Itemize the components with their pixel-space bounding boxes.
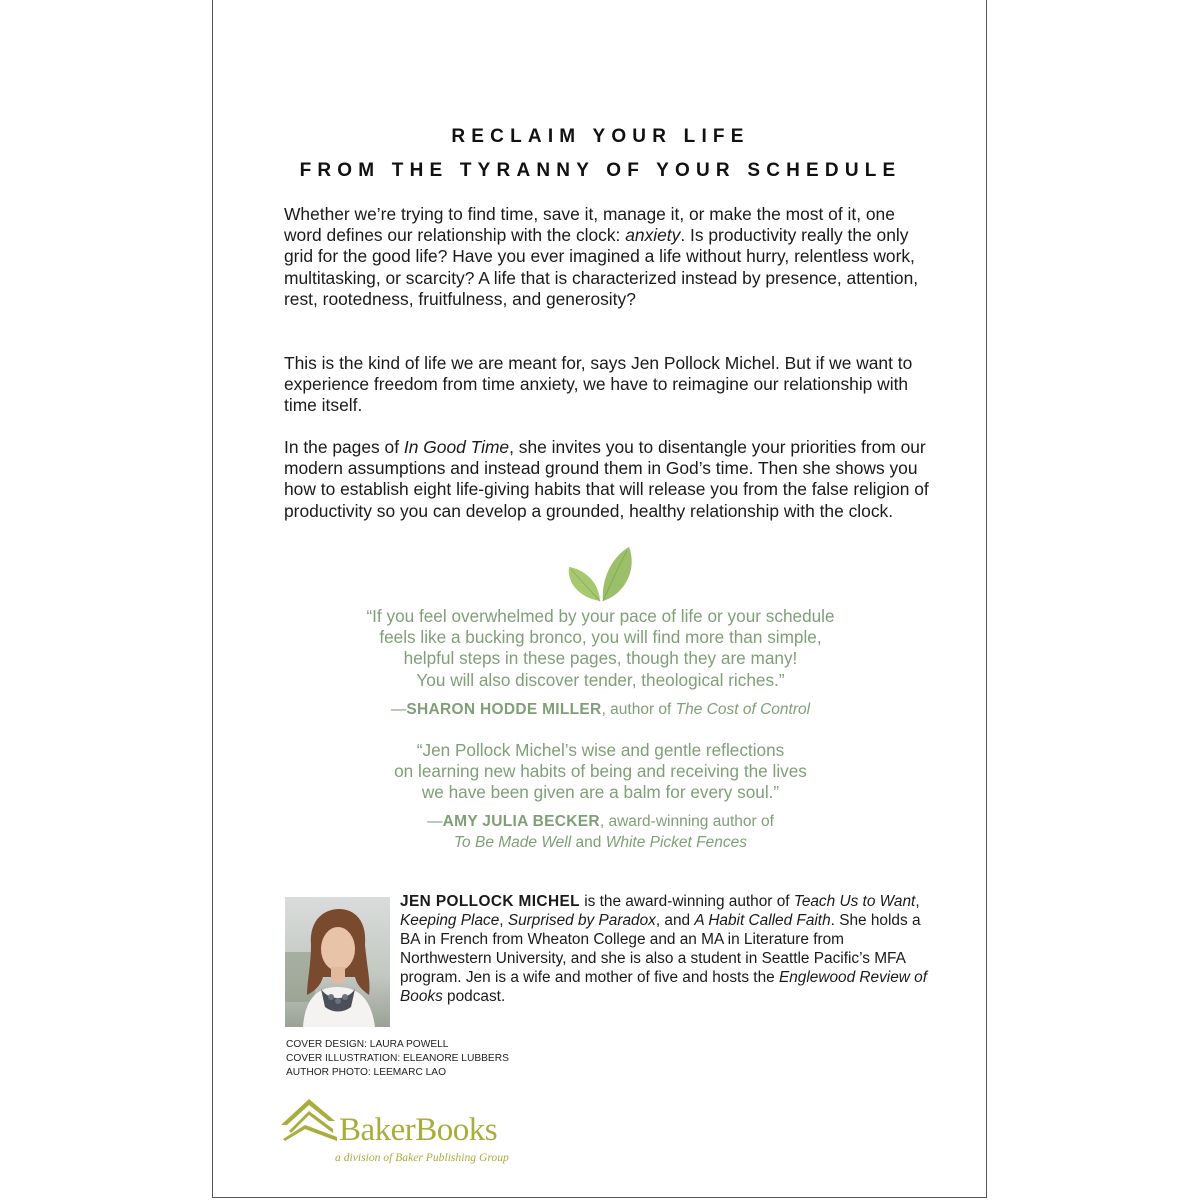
dash: — <box>427 813 443 830</box>
endorsement-quote-2 <box>273 740 928 804</box>
publisher-name: BakerBooks <box>339 1112 498 1148</box>
leaf-ornament-icon <box>567 545 637 603</box>
credit-design: COVER DESIGN: LAURA POWELL <box>286 1039 449 1050</box>
author-bio <box>400 892 930 1006</box>
book-back-cover <box>212 0 987 1198</box>
book-title: Teach Us to Want <box>793 893 916 910</box>
endorser-book: White Picket Fences <box>605 834 747 851</box>
bakerbooks-logo-icon <box>279 1095 341 1147</box>
dash: — <box>390 701 407 718</box>
text: , and <box>655 912 695 929</box>
book-title: In Good Time <box>403 437 510 457</box>
endorser-name: AMY JULIA BECKER <box>442 813 600 830</box>
endorser-role: , author of <box>601 701 676 718</box>
endorser-name: SHARON HODDE MILLER <box>406 701 602 718</box>
book-title: A Habit Called Faith <box>694 912 831 929</box>
quote-line: feels like a bucking bronco, you will find more than simple, <box>379 627 822 648</box>
text: is the award-winning author of <box>579 893 794 910</box>
cover-credits <box>286 1038 686 1080</box>
quote-line: on learning new habits of being and receiving the lives <box>394 761 807 782</box>
quote-line: helpful steps in these pages, though they are many! <box>403 648 798 669</box>
heading-line-2: FROM THE TYRANNY OF YOUR SCHEDULE <box>299 160 902 181</box>
endorsement-quote-1 <box>273 606 928 691</box>
heading-line-1: RECLAIM YOUR LIFE <box>451 126 750 147</box>
description-paragraph-3 <box>284 437 934 522</box>
text: In the pages of <box>284 437 404 457</box>
emphasis: anxiety <box>625 225 681 246</box>
quote-line: “Jen Pollock Michel’s wise and gentle reflections <box>416 740 785 760</box>
publisher-tagline: a division of Baker Publishing Group <box>335 1151 509 1164</box>
quote-line: “If you feel overwhelmed by your pace of life or your schedule <box>366 606 835 626</box>
text: Whether we’re trying to find time, save it, manage it, or make the most of it, one word defines our relationship with the clock: <box>284 204 895 246</box>
text: and <box>571 834 606 851</box>
text: podcast. <box>442 988 506 1005</box>
description-paragraph-2: This is the kind of life we are meant for, says Jen Pollock Michel. But if we want to experience freedom from time anxiety, we have to reimagine our relationship with time itself. <box>284 353 913 416</box>
endorser-book: To Be Made Well <box>454 834 572 851</box>
author-photo <box>285 897 390 1027</box>
description-paragraph-1 <box>284 204 934 310</box>
text: . Is productivity really the only grid for the good life? Have you ever imagined a life without hurry, relentless work, multitasking, or scarcity? A life that is characterized instead by presence, attention, rest, rootedness, fruitfulness, and generosity? <box>284 225 919 309</box>
author-name: JEN POLLOCK MICHEL <box>400 893 580 910</box>
book-title: Englewood Review of Books <box>400 969 927 1005</box>
text: , <box>499 912 508 929</box>
credit-illustration: COVER ILLUSTRATION: ELEANORE LUBBERS <box>286 1053 509 1064</box>
text: , <box>915 893 920 910</box>
quote-line: we have been given are a balm for every soul.” <box>421 782 780 803</box>
endorser-role: , award-winning author of <box>599 813 774 830</box>
text: . She holds a BA in French from Wheaton College and an MA in Literature from Northwestern University, and she is also a student in Seattle Pacific’s MFA program. Jen is a wife and mother of five and hosts the <box>400 912 921 986</box>
publisher-logo <box>279 1095 539 1170</box>
endorsement-attribution-1 <box>273 699 928 720</box>
credit-photo: AUTHOR PHOTO: LEEMARC LAO <box>286 1067 447 1078</box>
endorsement-attribution-2 <box>273 811 928 853</box>
book-title: Surprised by Paradox <box>507 912 656 929</box>
book-title: Keeping Place <box>400 912 500 929</box>
text: , she invites you to disentangle your priorities from our modern assumptions and instead ground them in God’s time. Then she shows you how to establish eight life-giving habits that will release you from the false religion of productivity so you can develop a grounded, healthy relationship with the clock. <box>284 437 929 521</box>
endorser-book: The Cost of Control <box>675 701 811 718</box>
quote-line: You will also discover tender, theological riches.” <box>416 669 785 690</box>
